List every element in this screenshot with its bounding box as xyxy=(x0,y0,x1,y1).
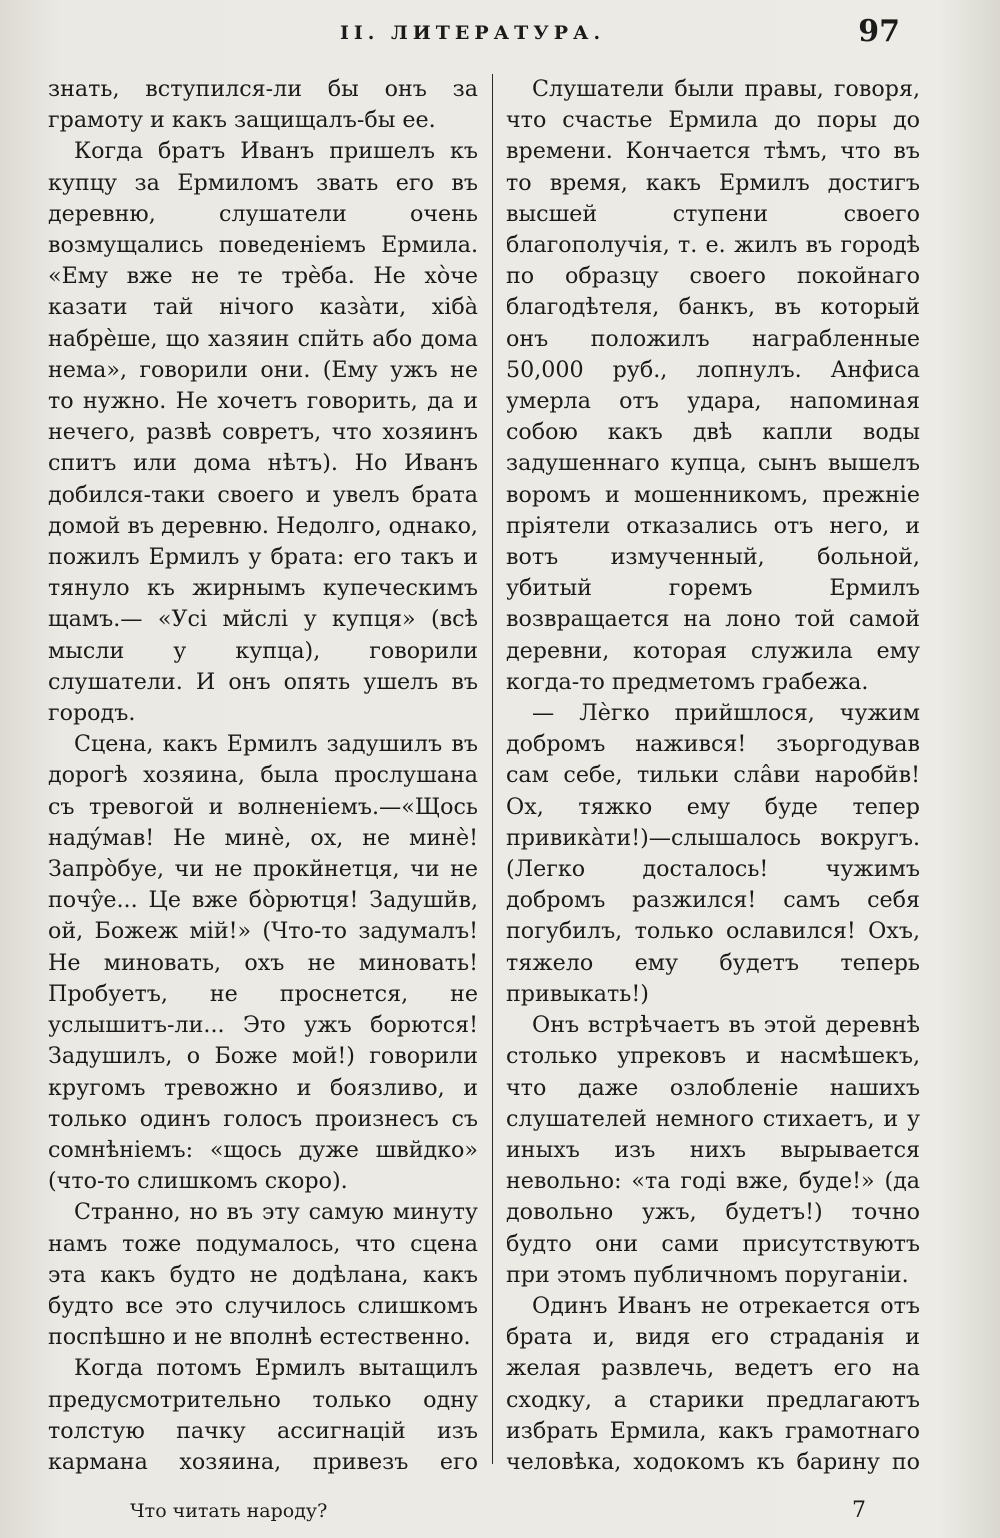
paragraph: Сцена, какъ Ермилъ задушилъ въ дорогѣ хозяина, была прослушана съ тревогой и волненіемъ.—«Щось надýмав! Не минѐ, ох, не минѐ! Запрòбуе, чи не прокйнетця, чи не почŷе... Це вже бòрютця! Задушйв, ой, Божеж мій!» (Что-то задумалъ! Не миновать, охъ не миновать! Пробуетъ, не проснется, не услышитъ-ли... Это ужъ борются! Задушилъ, о Боже мой!) говорили кругомъ тревожно и боязливо, и только одинъ голосъ произнесъ съ сомнѣніемъ: «щось дуже швйдко» (что-то слишкомъ скоро). xyxy=(48,731,478,1195)
paragraph: Слушатели были правы, говоря, что счастье Ермила до поры до времени. Кончается тѣмъ, что въ то время, какъ Ермилъ достигъ высшей ступени своего благополучія, т. е. жилъ въ городѣ по образцу своего покойнаго благодѣтеля, банкъ, въ который онъ положилъ награбленные 50,000 руб., лопнулъ. Анфиса умерла отъ удара, напоминая собою какъ двѣ капли воды задушеннаго купца, сынъ вышелъ воромъ и мошенникомъ, прежніе пріятели отказались отъ него, и вотъ измученный, больной, убитый горемъ Ермилъ возвращается на лоно той самой деревни, которая служила ему когда-то предметомъ грабежа. xyxy=(506,76,920,695)
signature-mark: 7 xyxy=(852,1498,866,1523)
page-footer xyxy=(0,1498,1000,1528)
page-header xyxy=(0,14,1000,58)
left-column xyxy=(48,74,478,1474)
paragraph: Онъ встрѣчаетъ въ этой деревнѣ столько упрековъ и насмѣшекъ, что даже озлобленіе нашихъ слушателей немного стихаетъ, и у иныхъ изъ нихъ вырывается невольно: «та годі вже, буде!» (да довольно ужъ, будетъ!) точно будто они сами присутствуютъ при этомъ публичномъ поруганіи. xyxy=(506,1012,920,1288)
source-title: Что читать народу? xyxy=(130,1500,328,1522)
page-number: 97 xyxy=(858,14,900,49)
paragraph: — Лѐгко прийшлося, чужим добромъ нажився! зъоргодував сам себе, тильки слâви наробйв! Ох, тяжко ему буде тепер привикàти!)—слышалось вокругъ. (Легко досталось! чужимъ добромъ разжился! самъ себя погубилъ, только ославился! Охъ, тяжело ему будетъ теперь привыкать!) xyxy=(506,700,920,1007)
paragraph: Когда потомъ Ермилъ вытащилъ предусмотрительно только одну толстую пачку ассигнацій изъ кармана хозяина, привезъ его xyxy=(48,1355,478,1474)
paragraph: Одинъ Иванъ не отрекается отъ брата и, видя его страданія и желая развлечь, ведетъ его на сходку, а старики предлагаютъ избрать Ермила, какъ грамотнаго человѣка, ходокомъ къ барину по xyxy=(506,1292,920,1474)
paragraph: Когда братъ Иванъ пришелъ къ купцу за Ермиломъ звать его въ деревню, слушатели очень возмущались поведеніемъ Ермила. «Ему вже не те трѐба. Не хо̀че казати тай нічого казàти, хібà набрѐше, що хазяин спйть або дома нема», говорили они. (Ему ужъ не то нужно. Не хочетъ говорить, да и нечего, развѣ совретъ, что хозяинъ спитъ или дома нѣтъ). Но Иванъ добился-таки своего и увелъ брата домой въ деревню. Недолго, однако, пожилъ Ермилъ у брата: его такъ и тянуло къ жирнымъ купеческимъ щамъ.— «Усі мйслі у купця» (всѣ мысли у купца), говорили слушатели. И онъ опять ушелъ въ городъ. xyxy=(48,138,478,727)
column-divider xyxy=(492,74,493,1464)
paragraph: Странно, но въ эту самую минуту намъ тоже подумалось, что сцена эта какъ будто не додѣлана, какъ будто все это случилось слишкомъ поспѣшно и не вполнѣ естественно. xyxy=(48,1199,478,1351)
right-column xyxy=(506,74,920,1474)
paragraph: знать, вступился-ли бы онъ за грамоту и какъ защищалъ-бы ее. xyxy=(48,76,478,134)
section-title: II. ЛИТЕРАТУРА. xyxy=(340,22,606,44)
